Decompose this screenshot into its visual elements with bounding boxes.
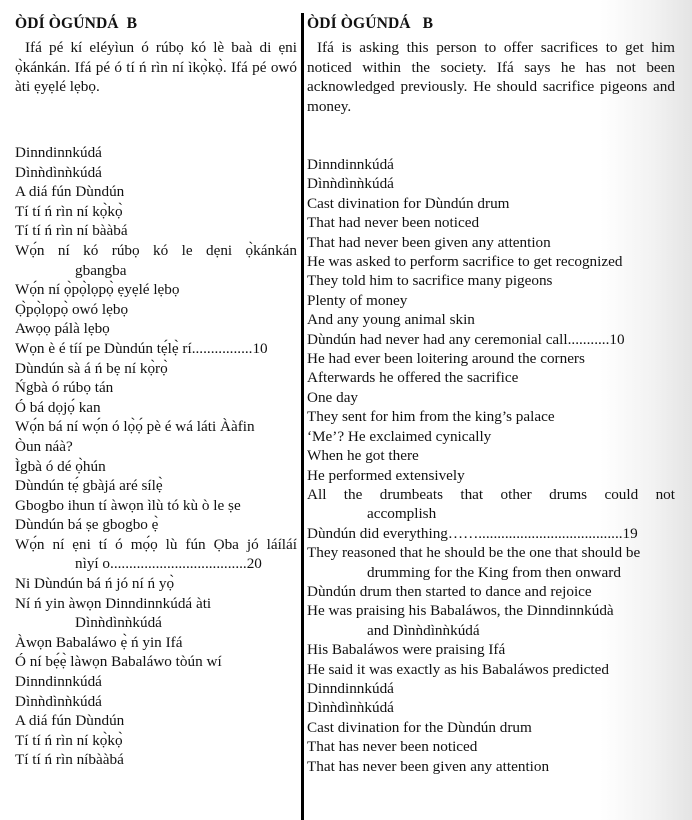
verse-line: One day: [307, 388, 359, 406]
english-verses: [307, 155, 675, 776]
verse-line: He performed extensively: [307, 466, 465, 484]
verse-line: And any young animal skin: [307, 311, 475, 329]
yoruba-verses: [15, 143, 297, 770]
verse-line: Wọ́n bá ní wọ́n ó lọ̀ọ́ pè é wá láti Ààfin: [15, 418, 255, 436]
verse-line: They reasoned that he should be the one that should be: [307, 544, 641, 562]
verse-line-continuation: gbangba: [75, 261, 127, 279]
verse-line: Afterwards he offered the sacrifice: [307, 369, 519, 387]
column-divider: [301, 13, 304, 820]
verse-line: He had ever been loitering around the corners: [307, 350, 585, 368]
verse-line: They sent for him from the king’s palace: [307, 408, 555, 426]
verse-line: Ní ń yin àwọn Dinndinnkúdá àti: [15, 594, 212, 612]
verse-line-numbered: Dùndún had never had any ceremonial call...........10: [307, 330, 625, 348]
verse-line: Dinndinnkúdá: [15, 144, 102, 161]
verse-line: Ni Dùndún bá ń jó ní ń yọ̀: [15, 575, 175, 593]
english-intro: Ifá is asking this person to offer sacrifices to get him noticed within the society. Ifá says he has not been acknowledged previously. He should sacrifice pigeons and money.: [307, 39, 675, 115]
verse-line: All the drumbeats that other drums could not: [307, 485, 675, 503]
verse-line: Ó bá dọjọ́ kan: [15, 398, 101, 416]
verse-line: Ọ̀pọ̀lọpọ̀ owó lẹbọ: [15, 300, 129, 318]
verse-line: He was praising his Babaláwos, the Dinndinnkúdà: [307, 602, 614, 620]
verse-line: Dinndinnkúdá: [307, 679, 394, 697]
verse-line: Wọ́n ní ọ̀pọ̀lọpọ̀ ẹyẹlé lẹbọ: [15, 281, 180, 299]
verse-line: Dìnǹdìnǹkúdá: [15, 692, 102, 710]
verse-line: That had never been given any attention: [307, 233, 551, 251]
verse-line: Dinndinnkúdá: [307, 156, 394, 173]
verse-line-continuation: Dìnǹdìnǹkúdá: [75, 614, 162, 632]
verse-line: Dìnǹdìnǹkúdá: [307, 175, 394, 193]
verse-line-continuation: drumming for the King from then onward: [367, 563, 621, 581]
verse-line-continuation: accomplish: [367, 505, 437, 523]
verse-line: Wọ́n ní ẹni tí ó mọ́ọ lù fún Ọba jó láíláí: [15, 535, 297, 553]
verse-line: Àwọn Babaláwo ẹ̀ ń yin Ifá: [15, 633, 183, 651]
verse-line: Tí tí ń rìn níbààbá: [15, 751, 124, 769]
verse-line: He was asked to perform sacrifice to get recognized: [307, 253, 623, 271]
verse-line: Plenty of money: [307, 291, 408, 309]
english-title: ÒDÍ ÒGÚNDÁ B: [307, 15, 434, 32]
verse-line: Dùndún bá ṣe gbogbo ẹ̀: [15, 516, 159, 534]
verse-line: That has never been noticed: [307, 738, 478, 756]
yoruba-intro: Ifá pé kí eléyìun ó rúbọ kó lè baà di ẹni ọ̀kánkán. Ifá pé ó tí ń rìn ní ìkọ̀kọ̀. Ifá pé owó àti ẹyẹlé lẹbọ.: [15, 39, 297, 95]
verse-line: Cast divination for Dùndún drum: [307, 194, 510, 212]
verse-line: Cast divination for the Dùndún drum: [307, 718, 532, 736]
verse-line: Dùndún sà á ń bẹ ní kọ̀rọ̀: [15, 359, 168, 377]
verse-line: Awọọ pálà lẹbọ: [15, 320, 110, 338]
verse-line: Gbogbo ihun tí àwọn ìlù tó kù ò le ṣe: [15, 496, 241, 514]
verse-line: Dinndinnkúdá: [15, 673, 102, 691]
verse-line: A diá fún Dùndún: [15, 712, 125, 730]
verse-line: Tí tí ń rìn ní kọ̀kọ̀: [15, 202, 123, 220]
verse-line: Tí tí ń rìn ní bààbá: [15, 222, 128, 240]
verse-line: His Babaláwos were praising Ifá: [307, 641, 506, 659]
verse-line: ‘Me’? He exclaimed cynically: [307, 427, 492, 445]
verse-line-numbered: Dùndún did everything……......................................19: [307, 524, 638, 542]
verse-line: Ńgbà ó rúbọ tán: [15, 379, 114, 397]
verse-line: They told him to sacrifice many pigeons: [307, 272, 553, 290]
verse-line: Dìnǹdìnǹkúdá: [15, 163, 102, 181]
verse-line: Òun náà?: [15, 437, 73, 455]
verse-line: When he got there: [307, 447, 419, 465]
verse-line: That had never been noticed: [307, 214, 480, 232]
verse-line-numbered: nìyí o....................................20: [75, 555, 262, 573]
verse-line: He said it was exactly as his Babaláwos predicted: [307, 660, 609, 678]
verse-line-continuation: and Dìnǹdìnǹkúdá: [367, 621, 480, 639]
verse-line: Wọ́n ní kó rúbọ kó le dẹni ọ̀kánkán: [15, 241, 297, 259]
verse-line: Ìgbà ó dé ọ̀hún: [15, 457, 106, 475]
verse-line: Tí tí ń rìn ní kọ̀kọ̀: [15, 731, 123, 749]
verse-line: That has never been given any attention: [307, 757, 550, 775]
verse-line: A diá fún Dùndún: [15, 183, 125, 201]
verse-line: Ó ní bẹ́ẹ̀ làwọn Babaláwo tòún wí: [15, 653, 222, 671]
verse-line: Dùndún tẹ́ gbàjá aré sílẹ̀: [15, 477, 163, 495]
yoruba-title: ÒDÍ ÒGÚNDÁ B: [15, 15, 138, 32]
verse-line: Dìnǹdìnǹkúdá: [307, 699, 394, 717]
verse-line: Dùndún drum then started to dance and rejoice: [307, 582, 592, 600]
verse-line-numbered: Wọn è é tíí pe Dùndún tẹ́lẹ̀ rí................10: [15, 339, 268, 357]
